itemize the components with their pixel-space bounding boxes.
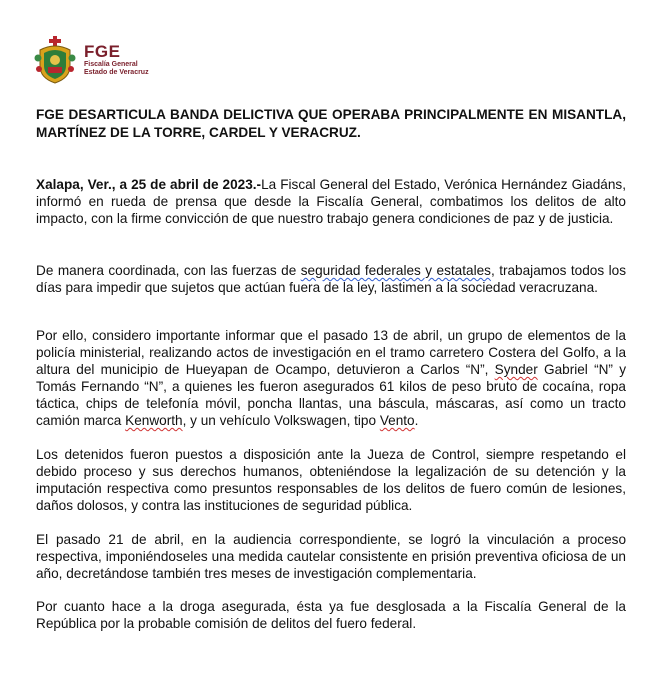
dateline: Xalapa, Ver., a 25 de abril de 2023.- [36, 177, 262, 192]
p3-word-synder: Synder [494, 362, 538, 377]
p3-text-d: . [414, 413, 419, 428]
p1-text-a: La Fiscal General del Estado, Verónica Hernández [261, 177, 572, 192]
logo-text [84, 43, 149, 77]
paragraph-1 [36, 176, 626, 227]
p3-word-kenworth: Kenworth [125, 413, 183, 428]
headline: FGE DESARTICULA BANDA DELICTIVA QUE OPERABA PRINCIPALMENTE EN MISANTLA, MARTÍNEZ DE LA TORRE, CARDEL Y VERACRUZ. [36, 107, 626, 140]
paragraph-4: Los detenidos fueron puestos a disposición ante la Jueza de Control, siempre respetando el debido proceso y sus derechos humanos, obteniéndose la legalización de su detención y la imputación respectiva como presuntos responsables de los delitos de fuero común de lesiones, daños dolosos, y contra las instituciones de seguridad pública. [36, 447, 626, 513]
logo-acronym: FGE [84, 42, 121, 61]
p1-text-b: , informó en rueda de prensa que desde la Fiscalía General, combatimos los delitos de alto impacto, con la firme convicción de que nuestro trabajo genera condiciones de paz y de justicia. [36, 177, 626, 226]
paragraph-6: Por cuanto hace a la droga asegurada, ésta ya fue desglosada a la Fiscalía General de la República por la probable comisión de delitos del fuero federal. [36, 599, 626, 631]
p2-phrase-squig: seguridad federales y estatales [300, 263, 491, 278]
paragraph-3 [36, 327, 626, 429]
p2-text-b: , trabajamos todos los días para impedir que sujetos que actúan fuera de la ley, lastimen a la sociedad veracruzana. [36, 263, 626, 295]
p1-word-giadans: Giadáns [571, 177, 623, 192]
p2-text-a: De manera coordinada, con las fuerzas de [36, 263, 301, 278]
fge-logo [34, 36, 149, 84]
logo-org-line-2: Estado de Veracruz [84, 69, 149, 76]
p3-text-c: , y un vehículo Volkswagen, tipo [182, 413, 380, 428]
logo-org-line-1: Fiscalía General [84, 61, 138, 68]
p3-word-vento: Vento [379, 413, 415, 428]
p3-text-b: Gabriel “N” y Tomás Fernando “N”, a quienes les fueron asegurados 61 kilos de peso bruto de cocaína, ropa táctica, chips de telefonía móvil, poncha llantas, una báscula, máscaras, así como un tracto camión marca [36, 362, 626, 428]
paragraph-5: El pasado 21 de abril, en la audiencia correspondiente, se logró la vinculación a proceso respectiva, imponiéndoseles una medida cautelar consistente en prisión preventiva oficiosa de un año, decretándose también tres meses de investigación complementaria. [36, 532, 626, 581]
paragraph-2 [36, 262, 626, 296]
p3-text-a: Por ello, considero importante informar que el pasado 13 de abril, un grupo de elementos de la policía ministerial, realizando actos de investigación en el tramo carretero Costera del Golfo, a la altura del municipio de Hueyapan de Ocampo, detuvieron a Carlos “N”, [36, 328, 626, 377]
veracruz-coat-of-arms-icon [34, 36, 76, 84]
